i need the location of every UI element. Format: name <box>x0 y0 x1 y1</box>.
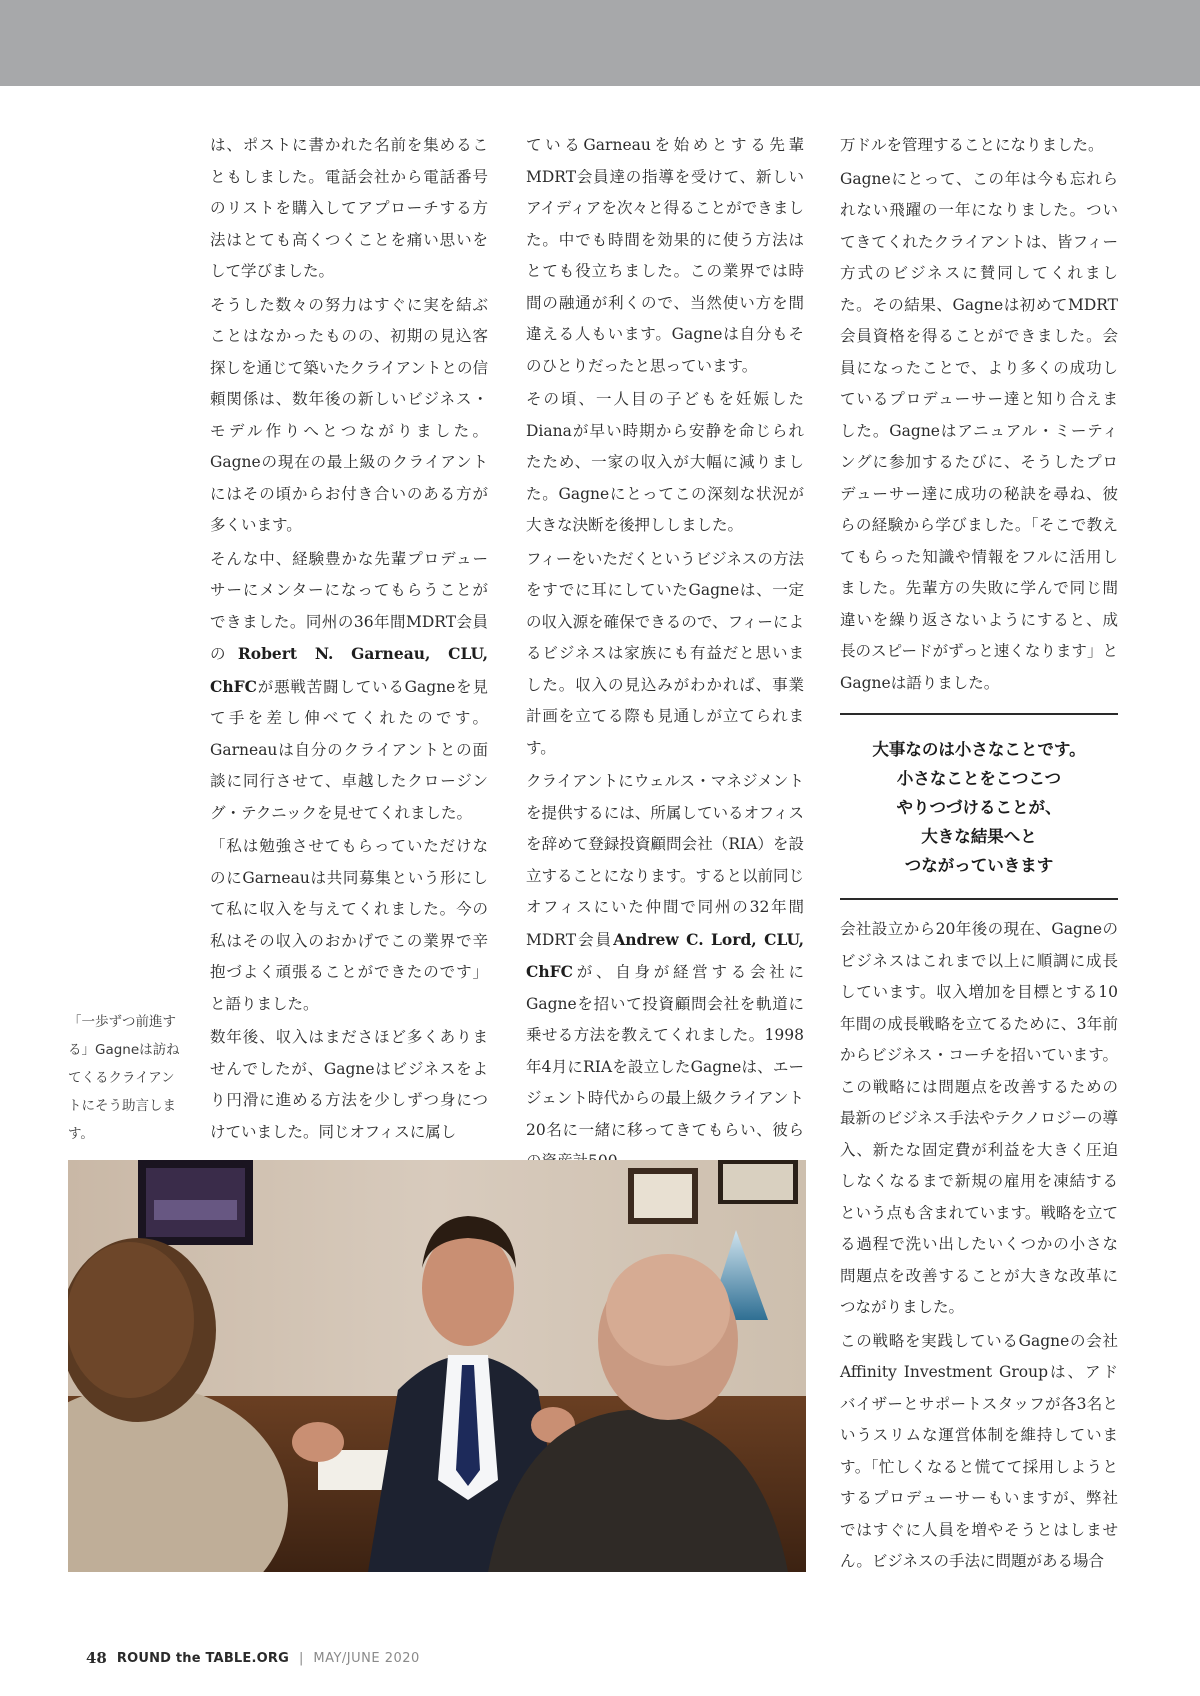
article-column-1 <box>210 130 488 1150</box>
paragraph-text: そんな中、経験豊かな先輩プロデューサーにメンターになってもらうことができました。同州の36年間MDRT会員の <box>210 549 488 663</box>
paragraph: Gagneにとって、この年は今も忘れられない飛躍の一年になりました。ついてきてくれたクライアントは、皆フィー方式のビジネスに賛同してくれました。その結果、Gagneは初めてMDRT会員資格を得ることができました。会員になったことで、より多くの成功しているプロデューサー達と知り合えました。Gagneはアニュアル・ミーティングに参加するたびに、そうしたプロデューサー達に成功の秘訣を尋ね、彼らの経験から学びました。「そこで教えてもらった知識や情報をフルに活用しました。先輩方の失敗に学んで同じ間違いを繰り返さないようにすると、成長のスピードがずっと速くなります」とGagneは語りました。 <box>840 169 1118 692</box>
paragraph: フィーをいただくというビジネスの方法をすでに耳にしていたGagneは、一定の収入源を確保できるので、フィーによるビジネスは家族にも有益だと思いました。収入の見込みがわかれば、事業計画を立てる際も見通しが立てられます。 <box>526 549 804 757</box>
pull-quote-line: つながっていきます <box>904 856 1054 875</box>
photo-caption: 「一歩ずつ前進する」Gagneは訪ねてくるクライアントにそう助言します。 <box>68 1014 180 1142</box>
site-name: ROUND the TABLE.ORG <box>116 1650 289 1666</box>
header-band <box>0 0 1200 86</box>
paragraph: この戦略を実践しているGagneの会社Affinity Investment Groupは、アドバイザーとサポートスタッフが各3名というスリムな運営体制を維持しています。「忙しくなると慌てて採用しようとするプロデューサーもいますが、弊社ではすぐに人員を増やそうとはしません。ビジネスの手法に問題がある場合 <box>840 1331 1118 1570</box>
article-column-2 <box>526 130 804 1180</box>
person-name: Robert N. Garneau, CLU, ChFC <box>210 644 488 696</box>
paragraph-text: が、自身が経営する会社にGagneを招いて投資顧問会社を軌道に乗せる方法を教えてくれました。1998年4月にRIAを設立したGagneは、エージェント時代からの最上級クライアント20名に一緒に移ってきてもらい、彼ら <box>526 963 804 1139</box>
pull-quote-line: 小さなことをこつこつ <box>896 769 1062 788</box>
footer-separator: | <box>298 1650 304 1666</box>
paragraph: ているGarneauを始めとする先輩MDRT会員達の指導を受けて、新しいアイディアを次々と得ることができました。中でも時間を効果的に使う方法はとても役立ちました。この業界では時間の融通が利くので、当然使い方を間違える人もいます。Gagneは自分もそのひとりだったと思っています。 <box>526 136 804 375</box>
paragraph: 会社設立から20年後の現在、Gagneのビジネスはこれまで以上に順調に成長しています。収入増加を目標とする10年間の成長戦略を立てるために、3年前からビジネス・コーチを招いています。この戦略には問題点を改善するための最新のビジネス手法やテクノロジーの導入、新たな固定費が利益を大きく圧迫しなくなるまで新規の雇用を凍結するという点も含まれています。戦略を立てる過程で洗い出したいくつかの小さな問題点を改善することが大きな改革につながりました。 <box>840 920 1118 1316</box>
paragraph <box>210 544 488 830</box>
paragraph: は、ポストに書かれた名前を集めることもしました。電話会社から電話番号のリストを購入してアプローチする方法はとても高くつくことを痛い思いをして学びました。 <box>210 136 488 280</box>
meeting-photo <box>68 1160 806 1572</box>
paragraph-text: が悪戦苦闘しているGagneを見て手を差し伸べてくれたのです。Garneauは自分のクライアントとの面談に同行させて、卓越したクロージング・テクニックを見せてくれました。 <box>210 677 488 822</box>
page-number: 48 <box>86 1649 107 1667</box>
page-footer <box>86 1648 420 1668</box>
paragraph-text: クライアントにウェルス・マネジメントを提供するには、所属しているオフィスを辞めて登録投資顧問会社（RIA）を設立することになります。すると以前同じオフィスにいた仲間で同州の32年間MDRT会員 <box>526 772 804 949</box>
quote-paragraph: 「私は勉強させてもらっていただけなのにGarneauは共同募集という形にして私に収入を与えてくれました。今の私はその収入のおかげでこの業界で辛抱づよく頑張ることができたのです」と語りました。 <box>210 837 488 1013</box>
pull-quote-line: やりつづけることが、 <box>896 798 1062 817</box>
paragraph <box>526 766 804 1178</box>
paragraph: 万ドルを管理することになりました。 <box>840 136 1104 154</box>
pull-quote-line: 大事なのは小さなことです。 <box>872 740 1086 759</box>
person-name: Andrew C. Lord, CLU, ChFC <box>526 929 804 981</box>
issue-date: MAY/JUNE 2020 <box>313 1650 420 1666</box>
paragraph: その頃、一人目の子どもを妊娠したDianaが早い時期から安静を命じられたため、一家の収入が大幅に減りました。Gagneにとってこの深刻な状況が大きな決断を後押ししました。 <box>526 390 804 534</box>
article-column-3 <box>840 130 1118 1580</box>
paragraph: そうした数々の努力はすぐに実を結ぶことはなかったものの、初期の見込客探しを通じて築いたクライアントとの信頼関係は、数年後の新しいビジネス・モデル作りへとつながりました。Gagneの現在の最上級のクライアントにはその頃からお付き合いのある方が多くいます。 <box>210 295 488 534</box>
paragraph: 数年後、収入はまださほど多くありませんでしたが、Gagneはビジネスをより円滑に進める方法を少しずつ身につけていました。同じオフィスに属し <box>210 1028 488 1141</box>
pull-quote-line: 大きな結果へと <box>921 827 1037 846</box>
pull-quote <box>840 713 1118 900</box>
